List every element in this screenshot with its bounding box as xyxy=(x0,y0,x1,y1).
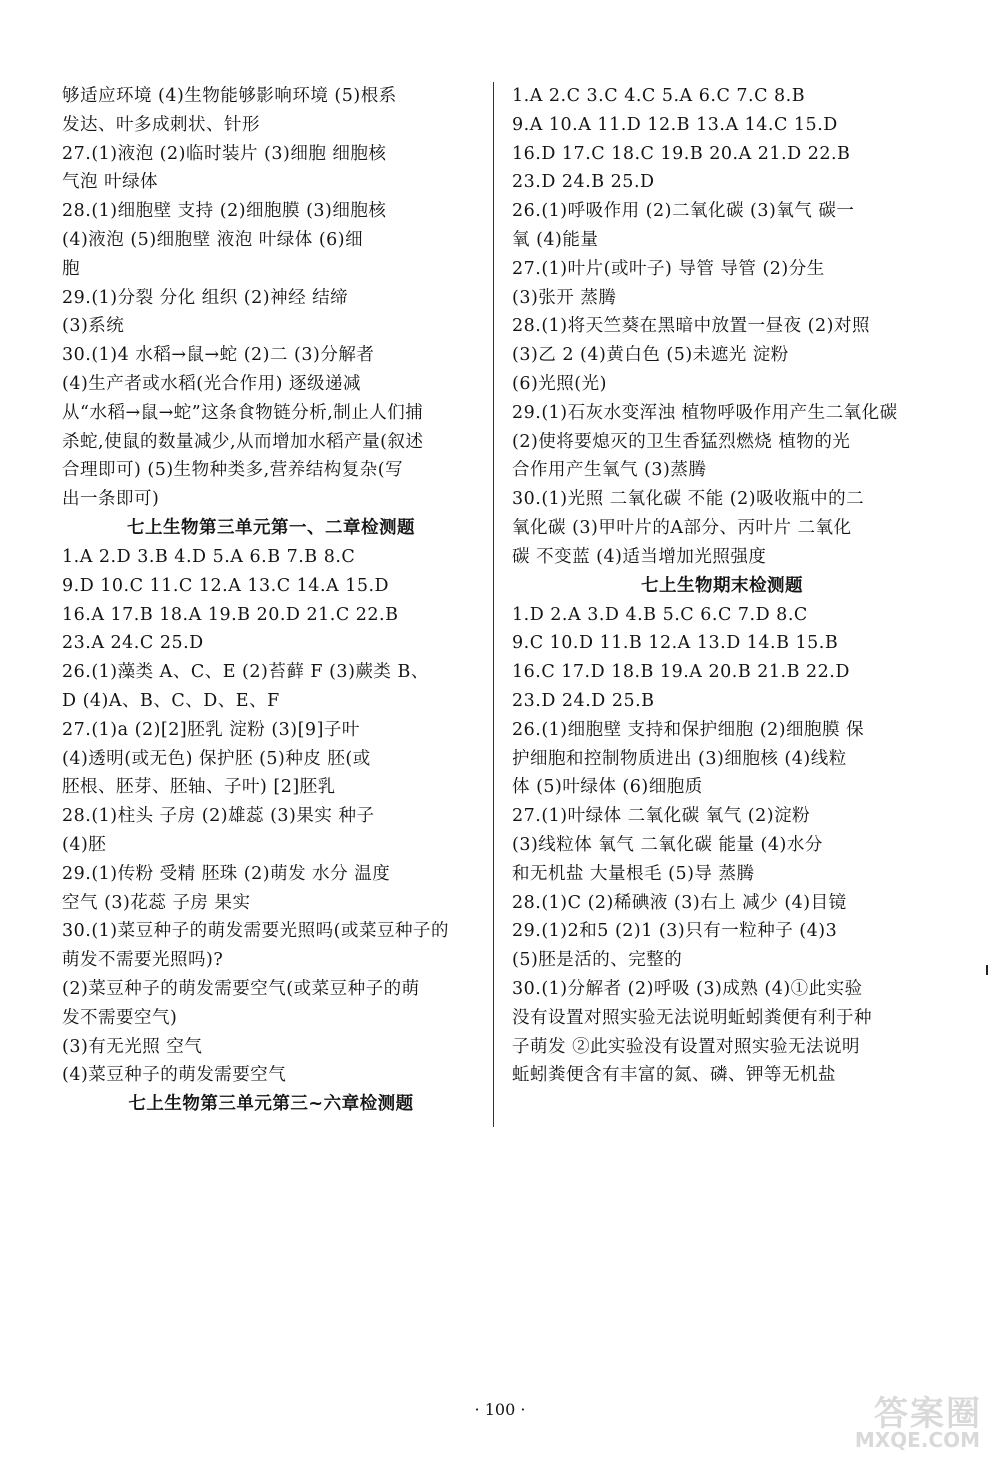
answer-line: 9.C 10.D 11.B 12.A 13.D 14.B 15.B xyxy=(512,633,839,654)
answer-line: (3)线粒体 氧气 二氧化碳 能量 (4)水分 xyxy=(512,834,823,855)
answer-line: 蚯蚓粪便含有丰富的氮、磷、钾等无机盐 xyxy=(512,1065,836,1086)
answer-line: 27.(1)液泡 (2)临时装片 (3)细胞 细胞核 xyxy=(62,143,387,164)
watermark xyxy=(812,1386,982,1452)
answer-line: 氧化碳 (3)甲叶片的A部分、丙叶片 二氧化 xyxy=(512,517,852,538)
answer-line: (4)透明(或无色) 保护胚 (5)种皮 胚(或 xyxy=(62,748,371,769)
answer-line: 护细胞和控制物质进出 (3)细胞核 (4)线粒 xyxy=(512,748,847,769)
answer-line: 28.(1)将天竺葵在黑暗中放置一昼夜 (2)对照 xyxy=(512,316,870,337)
answer-line: 28.(1)柱头 子房 (2)雄蕊 (3)果实 种子 xyxy=(62,806,375,827)
section-title: 七上生物第三单元第三~六章检测题 xyxy=(128,1094,414,1115)
answer-line: 空气 (3)花蕊 子房 果实 xyxy=(62,892,251,913)
watermark-logo: 答案圈 xyxy=(874,1394,982,1434)
answer-line: (6)光照(光) xyxy=(512,373,607,394)
answer-line: D (4)A、B、C、D、E、F xyxy=(62,690,280,711)
answer-line: 够适应环境 (4)生物能够影响环境 (5)根系 xyxy=(62,86,397,106)
answer-line: 1.D 2.A 3.D 4.B 5.C 6.C 7.D 8.C xyxy=(512,604,808,625)
answer-line: (4)胚 xyxy=(62,834,107,855)
answer-line: 胚根、胚芽、胚轴、子叶) [2]胚乳 xyxy=(62,777,336,798)
answer-line: 23.D 24.B 25.D xyxy=(512,172,655,193)
answer-line: (5)胚是活的、完整的 xyxy=(512,950,683,971)
answer-line: 30.(1)分解者 (2)呼吸 (3)成熟 (4)①此实验 xyxy=(512,978,863,999)
answer-line: 30.(1)4 水稻→鼠→蛇 (2)二 (3)分解者 xyxy=(62,345,375,366)
answer-line: 26.(1)细胞壁 支持和保护细胞 (2)细胞膜 保 xyxy=(512,719,865,740)
section-title: 七上生物第三单元第一、二章检测题 xyxy=(127,517,415,538)
answer-line: 气泡 叶绿体 xyxy=(62,172,159,193)
answer-line: 发不需要空气) xyxy=(62,1007,178,1028)
page-number: · 100 · xyxy=(474,1400,526,1419)
answer-line: 合理即可) (5)生物种类多,营养结构复杂(写 xyxy=(62,460,404,481)
answer-line: 23.D 24.D 25.B xyxy=(512,690,655,711)
answer-line: 9.D 10.C 11.C 12.A 13.C 14.A 15.D xyxy=(62,575,390,596)
answer-line: (2)使将要熄灭的卫生香猛烈燃烧 植物的光 xyxy=(512,431,851,452)
answer-line: 29.(1)传粉 受精 胚珠 (2)萌发 水分 温度 xyxy=(62,863,391,884)
answer-line: 26.(1)呼吸作用 (2)二氧化碳 (3)氧气 碳一 xyxy=(512,201,855,222)
answer-line: 26.(1)藻类 A、C、E (2)苔藓 F (3)蕨类 B、 xyxy=(62,662,429,683)
answer-line: 16.A 17.B 18.A 19.B 20.D 21.C 22.B xyxy=(62,604,399,625)
answer-line: 27.(1)叶片(或叶子) 导管 导管 (2)分生 xyxy=(512,258,825,279)
answer-line: (4)菜豆种子的萌发需要空气 xyxy=(62,1065,287,1086)
answer-line: 氧 (4)能量 xyxy=(512,229,599,250)
answer-line: 没有设置对照实验无法说明蚯蚓粪便有利于种 xyxy=(512,1007,872,1028)
answer-line: 28.(1)C (2)稀碘液 (3)右上 减少 (4)目镜 xyxy=(512,892,847,913)
answer-line: 从“水稻→鼠→蛇”这条食物链分析,制止人们捕 xyxy=(62,402,424,423)
answer-line: (3)乙 2 (4)黄白色 (5)未遮光 淀粉 xyxy=(512,345,789,366)
watermark-url: MXQE.COM xyxy=(854,1428,980,1452)
answer-line: 29.(1)石灰水变浑浊 植物呼吸作用产生二氧化碳 xyxy=(512,402,898,423)
column-divider xyxy=(493,82,494,1127)
left-column xyxy=(62,82,480,1119)
answer-line: 30.(1)菜豆种子的萌发需要光照吗(或菜豆种子的 xyxy=(62,921,449,942)
answer-line: 30.(1)光照 二氧化碳 不能 (2)吸收瓶中的二 xyxy=(512,489,865,510)
answer-line: 23.A 24.C 25.D xyxy=(62,633,204,654)
answer-line: (4)液泡 (5)细胞壁 液泡 叶绿体 (6)细 xyxy=(62,229,364,250)
answer-line: 胞 xyxy=(62,258,80,279)
answer-line: (2)菜豆种子的萌发需要空气(或菜豆种子的萌 xyxy=(62,978,420,999)
answer-line: 1.A 2.D 3.B 4.D 5.A 6.B 7.B 8.C xyxy=(62,546,356,567)
section-title: 七上生物期末检测题 xyxy=(641,575,803,596)
answer-line: 杀蛇,使鼠的数量减少,从而增加水稻产量(叙述 xyxy=(62,431,424,452)
answer-line: 29.(1)分裂 分化 组织 (2)神经 结缔 xyxy=(62,287,349,308)
answer-line: (3)有无光照 空气 xyxy=(62,1036,203,1057)
answer-line: 27.(1)叶绿体 二氧化碳 氧气 (2)淀粉 xyxy=(512,806,811,827)
answer-line: (3)张开 蒸腾 xyxy=(512,287,617,308)
margin-mark xyxy=(986,965,988,975)
right-column xyxy=(512,82,932,1090)
answer-line: 1.A 2.C 3.C 4.C 5.A 6.C 7.C 8.B xyxy=(512,86,806,106)
answer-line: 子萌发 ②此实验没有设置对照实验无法说明 xyxy=(512,1036,861,1057)
answer-line: 16.D 17.C 18.C 19.B 20.A 21.D 22.B xyxy=(512,143,851,164)
answer-line: 27.(1)a (2)[2]胚乳 淀粉 (3)[9]子叶 xyxy=(62,719,360,740)
answer-line: (4)生产者或水稻(光合作用) 逐级递减 xyxy=(62,373,362,394)
answer-line: 出一条即可) xyxy=(62,489,160,510)
answer-line: 9.A 10.A 11.D 12.B 13.A 14.C 15.D xyxy=(512,114,838,135)
answer-line: 16.C 17.D 18.B 19.A 20.B 21.B 22.D xyxy=(512,662,850,683)
answer-line: 28.(1)细胞壁 支持 (2)细胞膜 (3)细胞核 xyxy=(62,201,387,222)
answer-line: 碳 不变蓝 (4)适当增加光照强度 xyxy=(512,546,767,567)
answer-line: 29.(1)2和5 (2)1 (3)只有一粒种子 (4)3 xyxy=(512,921,838,942)
answer-line: 合作用产生氧气 (3)蒸腾 xyxy=(512,460,707,481)
answer-line: 体 (5)叶绿体 (6)细胞质 xyxy=(512,777,703,798)
answer-line: 发达、叶多成刺状、针形 xyxy=(62,114,260,135)
answer-line: 萌发不需要光照吗)? xyxy=(62,950,224,971)
answer-line: 和无机盐 大量根毛 (5)导 蒸腾 xyxy=(512,863,755,884)
answer-line: (3)系统 xyxy=(62,316,125,337)
